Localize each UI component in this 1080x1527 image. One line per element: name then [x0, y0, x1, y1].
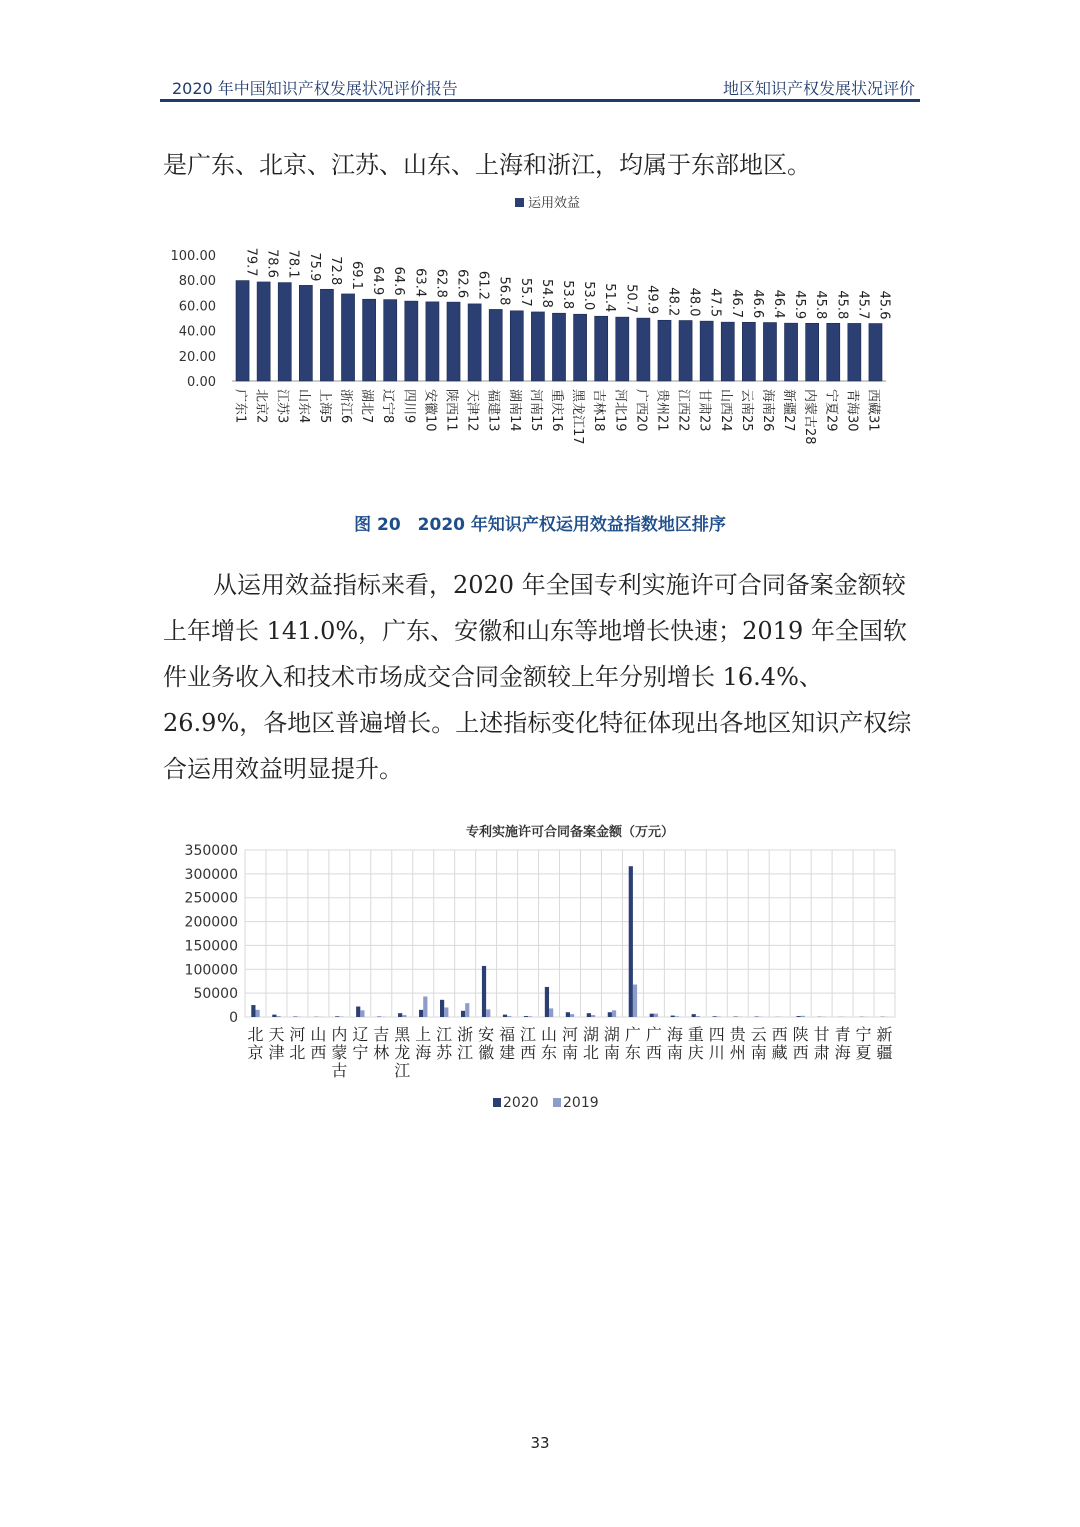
y-tick-label: 40.00 [178, 324, 216, 340]
x-category-label: 西 [520, 1043, 537, 1062]
bar-2020 [796, 1016, 800, 1017]
x-category-label: 上 [415, 1025, 432, 1044]
bar [679, 321, 692, 381]
x-category-label: 古 [331, 1061, 348, 1080]
x-category-label: 安 [478, 1025, 495, 1044]
bar-2020 [335, 1016, 339, 1017]
bar [341, 294, 354, 381]
bar [721, 322, 734, 381]
bar-value-label: 49.9 [644, 285, 660, 315]
legend-swatch [493, 1098, 501, 1107]
bar-value-label: 50.7 [623, 284, 639, 314]
x-category-label: 西 [645, 1043, 662, 1062]
x-category-label: 贵 [729, 1025, 746, 1044]
x-category-label: 南 [750, 1043, 767, 1062]
y-tick-label: 80.00 [178, 274, 216, 290]
y-tick-label: 200000 [184, 914, 238, 931]
x-category-label: 广 [624, 1025, 641, 1044]
x-category-label: 新 [876, 1025, 893, 1044]
bar-2019 [276, 1016, 280, 1017]
bar-value-label: 48.0 [686, 287, 702, 317]
x-category-label: 山西24 [717, 389, 733, 432]
section-title-header: 地区知识产权发展状况评价 [722, 79, 915, 98]
x-category-label: 肃 [813, 1043, 830, 1062]
x-category-label: 辽宁8 [380, 389, 396, 424]
bar-value-label: 53.8 [560, 280, 575, 310]
x-category-label: 江 [436, 1025, 453, 1044]
x-category-label: 北京2 [253, 389, 269, 424]
x-category-label: 蒙 [331, 1043, 348, 1062]
x-category-label: 甘 [813, 1025, 830, 1044]
bar-2019 [612, 1010, 616, 1017]
legend-swatch [515, 198, 524, 207]
x-category-label: 东 [541, 1043, 558, 1062]
bar-2019 [507, 1016, 511, 1017]
x-category-label: 天津12 [464, 389, 480, 432]
x-category-label: 福建13 [485, 389, 501, 432]
bar-value-label: 45.9 [792, 290, 808, 320]
x-category-label: 宁夏29 [823, 389, 839, 432]
x-category-label: 吉林18 [591, 389, 607, 432]
y-tick-label: 60.00 [178, 299, 216, 315]
x-category-label: 海 [666, 1025, 683, 1044]
x-category-label: 夏 [855, 1043, 872, 1062]
x-category-label: 京 [247, 1043, 264, 1062]
bar-value-label: 62.8 [433, 268, 449, 298]
x-category-label: 庆 [687, 1043, 704, 1062]
x-category-label: 徽 [478, 1043, 495, 1062]
bar-2019 [570, 1014, 574, 1017]
bar [320, 289, 333, 381]
x-category-label: 林 [373, 1043, 390, 1062]
plot-area [245, 850, 895, 1017]
bar-2019 [675, 1016, 679, 1017]
bar [869, 324, 882, 381]
x-category-label: 陕西11 [443, 389, 459, 432]
x-category-label: 西 [771, 1025, 788, 1044]
bar [616, 317, 629, 381]
bar-value-label: 46.7 [728, 289, 744, 319]
bar-value-label: 45.6 [876, 290, 892, 320]
bar [468, 304, 481, 381]
bar-value-label: 51.4 [602, 283, 618, 313]
x-category-label: 青海30 [844, 389, 860, 432]
x-category-label: 吉 [373, 1025, 390, 1044]
bar-2019 [549, 1008, 553, 1017]
bar-2020 [587, 1013, 591, 1017]
bar [510, 311, 523, 381]
bar-value-label: 64.6 [391, 266, 407, 296]
x-category-label: 贵州21 [654, 389, 670, 432]
x-category-label: 湖北7 [359, 389, 375, 424]
bar [763, 323, 776, 381]
figure-caption: 图 20 2020 年知识产权运用效益指数地区排序 [354, 515, 726, 535]
x-category-label: 苏 [436, 1043, 453, 1062]
y-tick-label: 300000 [184, 866, 238, 883]
bar-2020 [608, 1012, 612, 1017]
x-category-label: 宁 [855, 1025, 872, 1044]
y-tick-label: 250000 [184, 890, 238, 907]
bar-2019 [444, 1007, 448, 1017]
x-category-label: 南 [561, 1043, 579, 1062]
bar-2020 [566, 1012, 570, 1017]
x-category-label: 江苏3 [274, 389, 290, 424]
bar [236, 281, 249, 381]
bar [278, 283, 291, 381]
x-category-label: 海 [834, 1043, 851, 1062]
x-category-label: 福 [499, 1025, 516, 1044]
bar-value-label: 45.7 [855, 290, 871, 320]
bar [700, 321, 713, 381]
x-category-label: 北 [582, 1043, 599, 1062]
bar [447, 302, 460, 381]
bar [552, 313, 565, 381]
y-tick-label: 150000 [184, 938, 238, 955]
bar-value-label: 53.0 [581, 281, 597, 311]
bar-value-label: 78.1 [285, 249, 301, 279]
bar-2019 [423, 996, 427, 1017]
bar-value-label: 69.1 [349, 260, 365, 290]
bar [405, 301, 418, 381]
bar-value-label: 45.8 [813, 290, 829, 320]
bar-2020 [629, 866, 633, 1017]
x-category-label: 湖 [603, 1025, 620, 1044]
bar [637, 318, 650, 381]
intro-paragraph: 是广东、北京、江苏、山东、上海和浙江，均属于东部地区。 [163, 151, 811, 179]
bar-2020 [692, 1014, 696, 1017]
x-category-label: 建 [499, 1043, 516, 1062]
x-category-label: 山 [541, 1025, 558, 1044]
x-category-label: 黑 [394, 1025, 411, 1044]
bar-value-label: 47.5 [707, 288, 723, 318]
bar [574, 314, 587, 381]
utilization-benefit-chart [0, 185, 1080, 475]
bar-2020 [398, 1013, 402, 1017]
y-tick-label: 350000 [184, 843, 238, 859]
bar [299, 285, 312, 381]
x-category-label: 新疆27 [781, 389, 797, 432]
report-title-header: 2020 年中国知识产权发展状况评价报告 [172, 79, 458, 98]
bar [363, 299, 376, 381]
x-category-label: 江 [457, 1043, 474, 1062]
x-category-label: 江西22 [675, 389, 691, 432]
bar-value-label: 48.2 [665, 287, 681, 317]
bar-2019 [402, 1015, 406, 1017]
bar-2019 [696, 1016, 700, 1017]
body-paragraph: 从运用效益指标来看，2020 年全国专利实施许可合同备案金额较上年增长 141.0%，广东、安徽和山东等地增长快速；2019 年全国软件业务收入和技术市场成交合同金额较上年分别增长 16.4%、26.9%，各地区普遍增长。上述指标变化特征体现出各地区知识产权综合运用效益明显提升。 [163, 571, 912, 783]
x-category-label: 江 [520, 1025, 537, 1044]
bar-2020 [503, 1015, 507, 1017]
x-category-label: 疆 [876, 1043, 893, 1062]
x-category-label: 宁 [352, 1043, 369, 1062]
bar [384, 300, 397, 381]
x-category-label: 山东4 [295, 389, 311, 424]
x-category-label: 陕 [792, 1025, 809, 1044]
page-number: 33 [530, 1434, 550, 1452]
x-category-label: 甘肃23 [696, 389, 712, 432]
bar [595, 316, 608, 381]
bar-value-label: 78.6 [264, 249, 280, 278]
x-category-label: 河 [289, 1025, 306, 1044]
bar [531, 312, 544, 381]
bar [848, 323, 861, 381]
bar-2020 [461, 1011, 465, 1017]
bar-2020 [524, 1016, 528, 1017]
bar-value-label: 75.9 [306, 252, 322, 282]
bar-2020 [272, 1015, 276, 1017]
y-tick-label: 50000 [193, 986, 238, 1003]
x-category-label: 上海5 [316, 389, 332, 424]
bar-2020 [650, 1014, 654, 1017]
bar [806, 323, 819, 381]
x-category-label: 川 [708, 1043, 725, 1062]
x-category-label: 西 [310, 1043, 327, 1062]
x-category-label: 津 [268, 1043, 285, 1062]
patent-license-amount-chart [0, 815, 1080, 1125]
x-category-label: 青 [834, 1025, 851, 1044]
legend-label: 运用效益 [528, 196, 581, 211]
x-category-label: 南 [666, 1043, 683, 1062]
x-category-label: 江 [394, 1061, 411, 1080]
bar [827, 323, 840, 381]
bar-2019 [801, 1016, 805, 1017]
x-category-label: 湖 [582, 1025, 599, 1044]
bar-value-label: 54.8 [538, 278, 554, 308]
bar [742, 322, 755, 381]
bar [426, 302, 439, 381]
bar-value-label: 62.6 [454, 269, 470, 299]
y-tick-label: 100.00 [170, 249, 216, 264]
y-tick-label: 20.00 [178, 349, 216, 365]
bar-2020 [482, 966, 486, 1017]
x-category-label: 广 [645, 1025, 662, 1044]
bar-2019 [591, 1015, 595, 1017]
bar-value-label: 56.8 [496, 276, 512, 306]
x-category-label: 山 [310, 1025, 327, 1044]
x-category-label: 浙 [457, 1025, 474, 1044]
x-category-label: 辽 [352, 1025, 369, 1044]
x-category-label: 安徽10 [422, 389, 438, 432]
x-category-label: 云 [750, 1025, 767, 1044]
x-category-label: 州 [729, 1043, 746, 1062]
bar [489, 309, 502, 381]
x-category-label: 海 [415, 1043, 432, 1062]
x-category-label: 四 [708, 1025, 725, 1044]
x-category-label: 西 [792, 1043, 809, 1062]
bar-value-label: 61.2 [475, 270, 491, 300]
chart-title: 专利实施许可合同备案金额（万元） [465, 825, 675, 840]
legend-label: 2019 [563, 1095, 599, 1111]
y-tick-label: 0 [229, 1010, 238, 1026]
x-category-label: 重庆16 [549, 389, 564, 432]
x-category-label: 北 [247, 1025, 264, 1044]
bar-2020 [671, 1016, 675, 1017]
bar-2019 [255, 1010, 259, 1017]
bar [257, 282, 270, 381]
x-category-label: 黑龙江17 [570, 389, 586, 445]
bar-2020 [440, 1000, 444, 1017]
bar [785, 323, 798, 381]
y-tick-label: 100000 [184, 962, 238, 979]
bar-2020 [251, 1005, 255, 1017]
bar-value-label: 63.4 [412, 268, 428, 298]
x-category-label: 湖南14 [506, 389, 522, 432]
bar-value-label: 64.9 [370, 266, 386, 296]
x-category-label: 南 [603, 1043, 620, 1062]
x-category-label: 河北19 [612, 389, 628, 432]
bar-2019 [528, 1016, 532, 1017]
bar-value-label: 46.6 [749, 289, 765, 319]
x-category-label: 天 [268, 1025, 285, 1044]
x-category-label: 海南26 [759, 389, 775, 432]
x-category-label: 龙 [394, 1043, 411, 1062]
x-category-label: 藏 [771, 1043, 788, 1062]
bar-value-label: 79.7 [243, 247, 259, 277]
bar-2019 [654, 1014, 658, 1017]
bar-2019 [486, 1009, 490, 1017]
legend-label: 2020 [503, 1095, 539, 1111]
bar-value-label: 45.8 [834, 290, 850, 320]
x-category-label: 东 [624, 1043, 641, 1062]
x-category-label: 内蒙古28 [802, 389, 818, 445]
bar-value-label: 46.4 [770, 289, 786, 319]
x-category-label: 河 [561, 1025, 579, 1044]
x-category-label: 河南15 [527, 389, 543, 432]
bar-2020 [419, 1010, 423, 1017]
x-category-label: 北 [289, 1043, 306, 1062]
y-tick-label: 0.00 [187, 375, 216, 390]
bar-2019 [465, 1003, 469, 1017]
x-category-label: 重 [687, 1025, 704, 1044]
header-rule [160, 99, 920, 102]
legend-swatch [553, 1098, 561, 1107]
x-category-label: 内 [331, 1025, 348, 1044]
bar [658, 320, 671, 381]
bar-2020 [356, 1007, 360, 1017]
bar-2020 [713, 1016, 717, 1017]
x-category-label: 广东1 [232, 389, 248, 424]
bar-2019 [633, 985, 637, 1017]
bar-value-label: 55.7 [517, 277, 533, 307]
x-category-label: 四川9 [401, 389, 417, 424]
bar-2020 [545, 987, 549, 1017]
bar-value-label: 72.8 [327, 256, 343, 286]
x-category-label: 西藏31 [865, 389, 881, 432]
x-category-label: 云南25 [738, 389, 754, 432]
x-category-label: 广西20 [633, 389, 649, 432]
bar-2019 [360, 1010, 364, 1017]
x-category-label: 浙江6 [338, 389, 354, 424]
